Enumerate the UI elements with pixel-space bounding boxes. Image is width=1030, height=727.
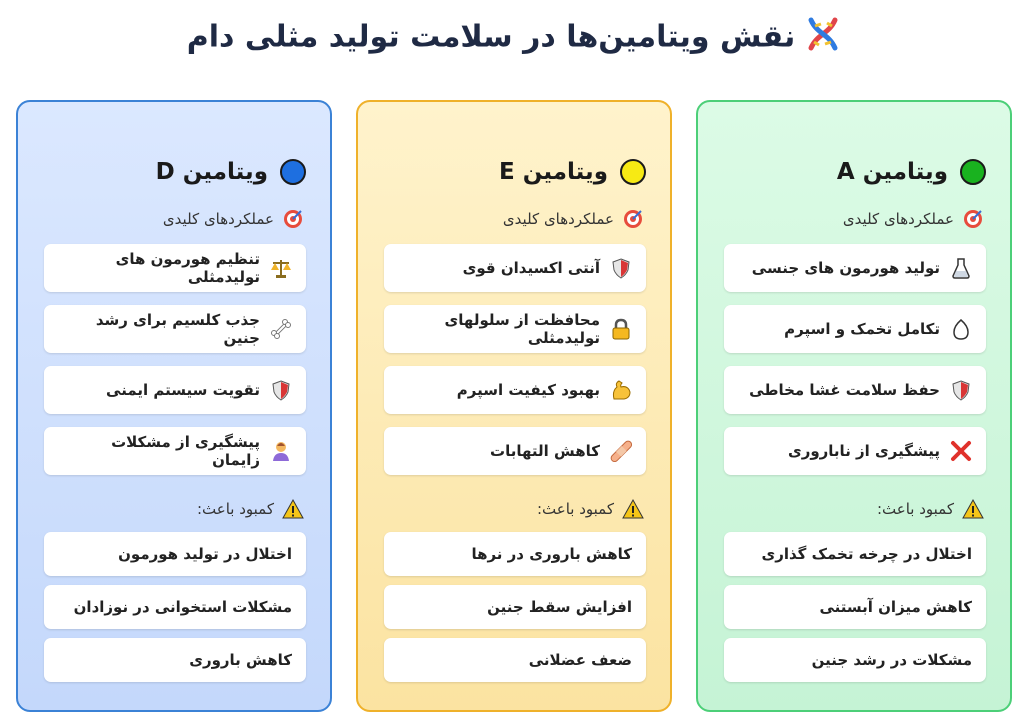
function-item: تولید هورمون های جنسی — [724, 244, 986, 292]
function-item: پیشگیری از مشکلات زایمان — [44, 427, 306, 475]
deficiency-item: کاهش باروری در نرها — [384, 532, 646, 576]
cross-icon — [950, 440, 972, 462]
shield-icon — [610, 257, 632, 279]
yellow-circle-icon — [620, 159, 646, 185]
egg-icon — [950, 318, 972, 340]
card-title: ویتامین E — [498, 159, 608, 185]
function-item: بهبود کیفیت اسپرم — [384, 366, 646, 414]
deficiency-item: کاهش میزان آبستنی — [724, 585, 986, 629]
key-functions-heading: عملکردهای کلیدی — [163, 208, 304, 230]
shield-icon — [950, 379, 972, 401]
warning-icon — [962, 498, 984, 520]
vitamin-a-card — [696, 100, 1012, 712]
bone-icon — [270, 318, 292, 340]
bandage-icon — [610, 440, 632, 462]
lock-icon — [610, 318, 632, 340]
deficiency-item: اختلال در تولید هورمون — [44, 532, 306, 576]
target-icon — [962, 208, 984, 230]
function-item: تکامل تخمک و اسپرم — [724, 305, 986, 353]
page-title — [0, 14, 1030, 62]
function-item: حفظ سلامت غشا مخاطی — [724, 366, 986, 414]
function-item: تنظیم هورمون های تولیدمثلی — [44, 244, 306, 292]
function-item: تقویت سیستم ایمنی — [44, 366, 306, 414]
function-item: محافظت از سلولهای تولیدمثلی — [384, 305, 646, 353]
dna-icon — [803, 14, 843, 62]
pregnant-icon — [270, 440, 292, 462]
warning-icon — [282, 498, 304, 520]
deficiency-heading: کمبود باعث: — [537, 498, 644, 520]
flask-icon — [950, 257, 972, 279]
key-functions-heading: عملکردهای کلیدی — [843, 208, 984, 230]
vitamin-d-card — [16, 100, 332, 712]
deficiency-heading: کمبود باعث: — [877, 498, 984, 520]
function-item: کاهش التهابات — [384, 427, 646, 475]
green-circle-icon — [960, 159, 986, 185]
scales-icon — [270, 257, 292, 279]
target-icon — [282, 208, 304, 230]
deficiency-item: ضعف عضلانی — [384, 638, 646, 682]
muscle-icon — [610, 379, 632, 401]
target-icon — [622, 208, 644, 230]
vitamin-e-card — [356, 100, 672, 712]
deficiency-heading: کمبود باعث: — [197, 498, 304, 520]
card-header — [722, 156, 986, 188]
function-item: پیشگیری از ناباروری — [724, 427, 986, 475]
function-item: جذب کلسیم برای رشد جنین — [44, 305, 306, 353]
page-title-text: نقش ویتامین‌ها در سلامت تولید مثلی دام — [186, 19, 796, 55]
blue-circle-icon — [280, 159, 306, 185]
card-title: ویتامین D — [155, 159, 268, 185]
deficiency-item: مشکلات در رشد جنین — [724, 638, 986, 682]
function-item: آنتی اکسیدان قوی — [384, 244, 646, 292]
deficiency-item: اختلال در چرخه تخمک گذاری — [724, 532, 986, 576]
card-header — [382, 156, 646, 188]
shield-icon — [270, 379, 292, 401]
deficiency-item: مشکلات استخوانی در نوزادان — [44, 585, 306, 629]
card-title: ویتامین A — [836, 159, 948, 185]
warning-icon — [622, 498, 644, 520]
deficiency-item: افزایش سقط جنین — [384, 585, 646, 629]
key-functions-heading: عملکردهای کلیدی — [503, 208, 644, 230]
card-header — [42, 156, 306, 188]
deficiency-item: کاهش باروری — [44, 638, 306, 682]
